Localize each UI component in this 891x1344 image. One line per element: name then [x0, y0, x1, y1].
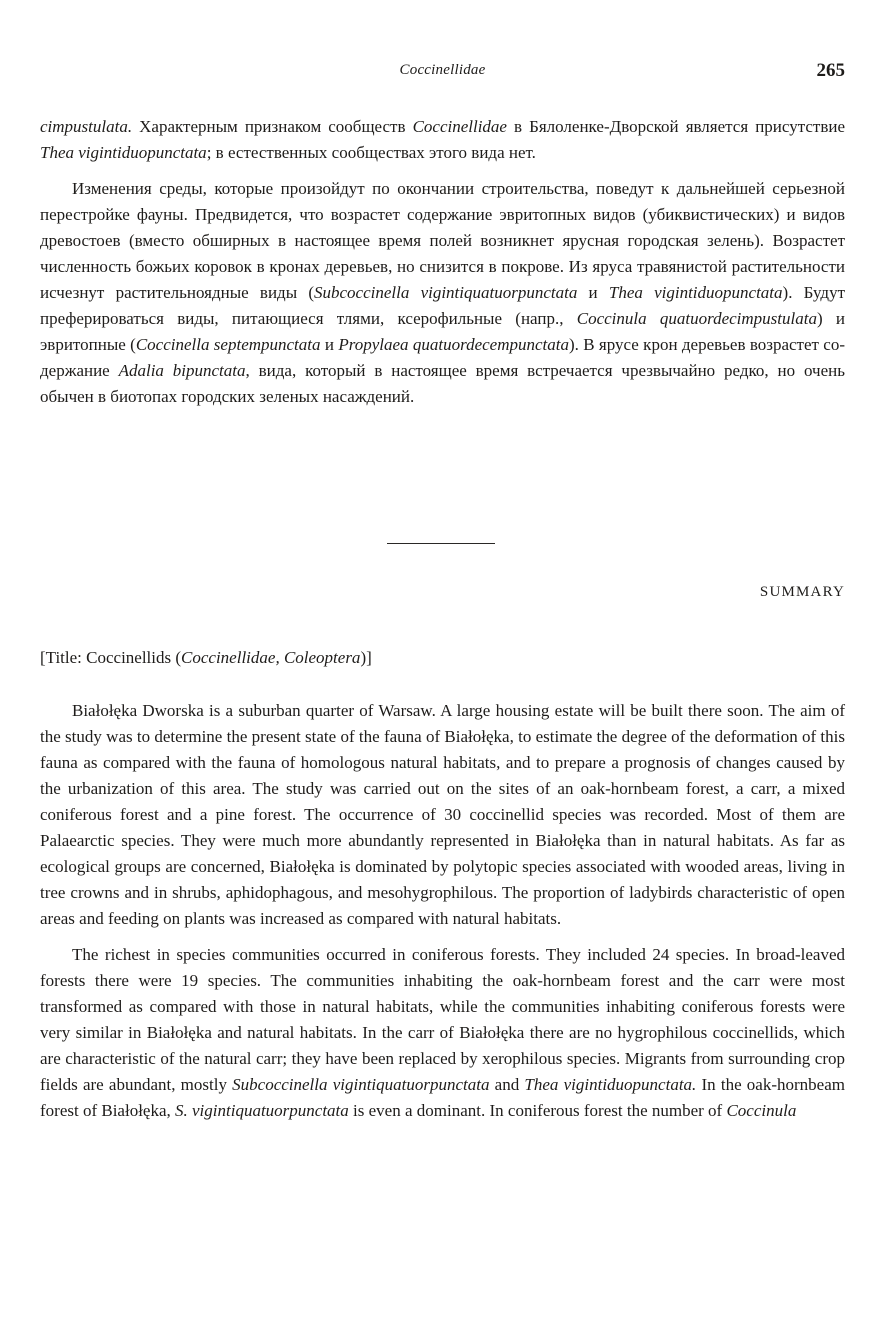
- russian-section: [40, 114, 845, 420]
- text-run: и: [577, 283, 609, 302]
- summary-paragraph-2: [40, 942, 845, 1124]
- italic-term: Coccinula: [726, 1101, 797, 1120]
- text-run: Изменения среды, которые произойдут по окончании строительства, поведут к дальнейшей серьезной перестройке фауны. Предвидется, что возрастет содержание эвритопных видов (убиквистических) и видов древостоев (вместо обширных в настоящее время полей возникнет ярусная городская зелень). Возрастет численность божьих коровок в кронах деревьев, но снизится в покрове. Из яруса травянистой растительности исчезнут растительноядные виды (: [40, 179, 845, 302]
- text-run: ; в естественных сообществах этого вида нет.: [206, 143, 536, 162]
- summary-section: [40, 698, 845, 1134]
- running-title: Coccinellidae: [399, 62, 486, 78]
- page-number: 265: [816, 60, 845, 81]
- text-run: In the oak-hornbeam forest of Białołęka,: [40, 1075, 845, 1120]
- running-head: [40, 60, 845, 90]
- russian-paragraph-2: [40, 176, 845, 410]
- section-divider: [387, 543, 495, 544]
- text-run: Характерным признаком сообществ: [132, 117, 413, 136]
- text-run: is even a dominant. In coniferous forest the number of: [348, 1101, 727, 1120]
- italic-term: Coccinellidae: [412, 117, 507, 136]
- italic-term: Subcoccinella vigintiquatuorpunctata: [232, 1075, 490, 1094]
- italic-term: Subcoccinella vigintiquatuorpunctata: [314, 283, 578, 302]
- italic-term: Coccinula quatuordecimpustulata: [576, 309, 817, 328]
- italic-term: Adalia bipunctata: [118, 361, 246, 380]
- text-run: в Бялоленке-Дворской является присутствие: [506, 117, 845, 136]
- italic-term: Thea vigintiduopunctata.: [524, 1075, 697, 1094]
- summary-heading: SUMMARY: [759, 584, 845, 600]
- italic-term: Thea vigintiduopunctata: [608, 283, 783, 302]
- summary-paragraph-1: [40, 698, 845, 932]
- russian-paragraph-1: [40, 114, 845, 166]
- text-run: ). Будут преферироваться виды, питающиеся тлями, ксерофильные (напр.,: [40, 283, 846, 328]
- italic-term: Thea vigintiduopunctata: [40, 143, 207, 162]
- italic-term: Coccinellidae, Coleoptera: [181, 648, 361, 667]
- text-run: [Title: Coccinellids (: [40, 648, 182, 667]
- text-run: , вида, который в настоящее время встречается чрезвычайно редко, но очень обычен в биотопах городских зеленых насаждений.: [40, 361, 845, 406]
- text-run: and: [489, 1075, 525, 1094]
- text-run: и: [320, 335, 339, 354]
- italic-term: Propylaea quatuordecempunctata: [338, 335, 569, 354]
- text-run: ). В ярусе крон деревьев возрастет содержание: [40, 335, 846, 380]
- text-run: ) и эвритопные (: [40, 309, 845, 354]
- summary-title-line: [40, 648, 372, 668]
- italic-term: Coccinella septempunctata: [135, 335, 321, 354]
- text-run: Białołęka Dworska is a suburban quarter of Warsaw. A large housing estate will be built there soon. The aim of the study was to determine the present state of the fauna of Białołęka, to estimate the degree of the deformation of this fauna as compared with the fauna of homologous natural habitats, and to prepare a prognosis of changes caused by the urbanization of this area. The study was carried out on the sites of an oak-hornbeam forest, a carr, a mixed coniferous forest and a pine forest. The occurrence of 30 coccinellid species was recorded. Most of them are Palaearctic species. They were much more abundantly represented in Białołęka than in natural habitats. As far as ecological groups are concerned, Białołęka is dominated by polytopic species associated with wooded areas, living in tree crowns and in shrubs, aphidophagous, and mesohygrophilous. The proportion of ladybirds characteristic of open areas and feeding on plants was increased as compared with natural habitats.: [40, 701, 845, 928]
- italic-term: S. vigintiquatuorpunctata: [175, 1101, 349, 1120]
- italic-term: cimpustulata.: [40, 117, 133, 136]
- text-run: The richest in species communities occurred in coniferous forests. They included 24 species. In broad-leaved forests there were 19 species. The communities inhabiting the oak-hornbeam forest and the carr were most transformed as compared with those in natural habitats, while the communities inhabiting coniferous forests were very similar in Białołęka and natural habitats. In the carr of Białołęka there are no hygrophilous coccinellids, which are characteristic of the natural carr; they have been replaced by xerophilous species. Migrants from surrounding crop fields are abundant, mostly: [40, 945, 845, 1094]
- text-run: )]: [360, 648, 372, 667]
